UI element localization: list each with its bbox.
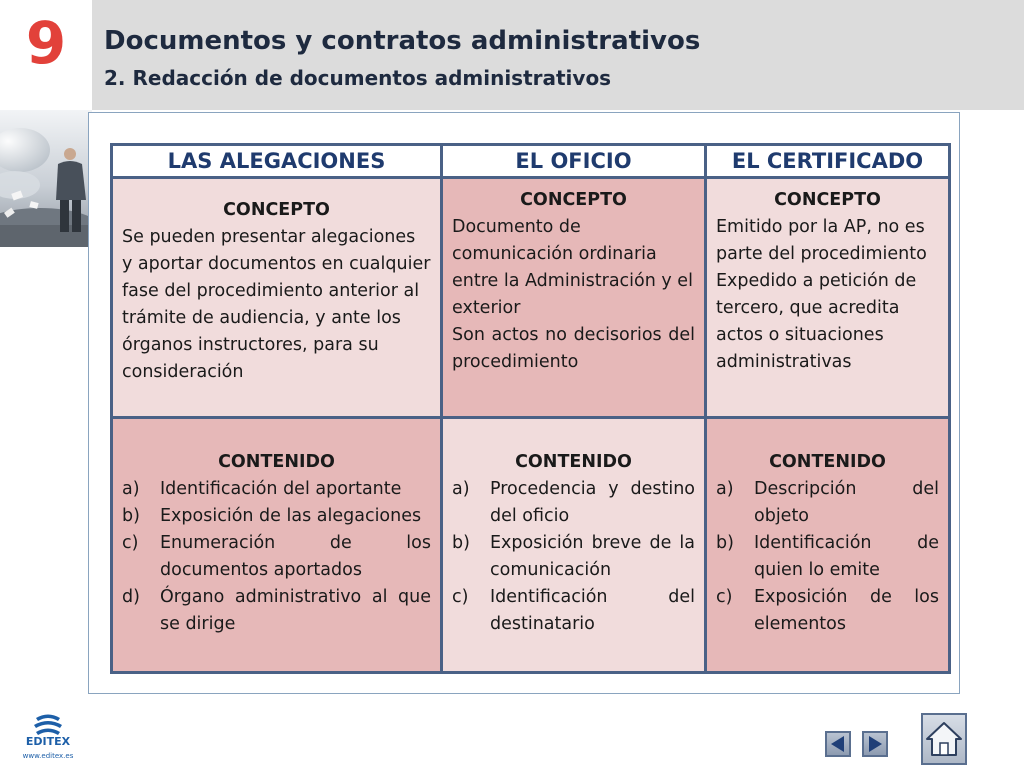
contenido-list [716, 476, 939, 638]
chapter-number-box [0, 0, 92, 110]
previous-slide-button[interactable] [825, 731, 851, 757]
concepto-text: Emitido por la AP, no es parte del procedimiento [716, 217, 927, 264]
contenido-title: CONTENIDO [769, 452, 886, 472]
column-heading-alegaciones: LAS ALEGACIONES [112, 145, 442, 178]
svg-text:EDITEX: EDITEX [25, 735, 71, 746]
editex-logo[interactable] [18, 712, 78, 762]
businessman-photo-illustration [0, 110, 92, 247]
contenido-cell-alegaciones [112, 418, 442, 673]
page-title: Documentos y contratos administrativos [104, 26, 701, 56]
contenido-list [122, 476, 431, 638]
concepto-title: CONCEPTO [520, 190, 627, 210]
concepto-title: CONCEPTO [223, 200, 330, 220]
list-item: b) Exposición de las alegaciones [122, 506, 422, 526]
concepto-text: Expedido a petición de tercero, que acredita actos o situaciones administrativas [716, 271, 917, 372]
concepto-text: Documento de comunicación ordinaria entre la Administración y el exterior [452, 217, 693, 318]
list-item: a) Procedencia y destino del oficio [452, 479, 695, 526]
list-item: c) Exposición de los elementos [716, 587, 939, 634]
list-item: a) Identificación del aportante [122, 479, 402, 499]
contenido-title: CONTENIDO [218, 452, 335, 472]
triangle-left-icon [827, 733, 849, 755]
contenido-cell-oficio [442, 418, 706, 673]
list-item: b) Identificación de quien lo emite [716, 533, 939, 580]
concepto-text: Son actos no decisorios del procedimiento [452, 325, 695, 372]
concepto-title: CONCEPTO [774, 190, 881, 210]
home-button[interactable] [921, 713, 967, 765]
list-item: d) Órgano administrativo al que se dirige [122, 587, 431, 634]
chapter-number: 9 [25, 9, 67, 77]
list-item: b) Exposición breve de la comunicación [452, 533, 695, 580]
column-heading-certificado: EL CERTIFICADO [706, 145, 950, 178]
triangle-right-icon [864, 733, 886, 755]
header-bar [92, 0, 1024, 110]
comparison-table [110, 143, 951, 674]
contenido-list [452, 476, 695, 638]
concepto-cell-oficio [442, 178, 706, 418]
concepto-cell-alegaciones [112, 178, 442, 418]
list-item: a) Descripción del objeto [716, 479, 939, 526]
page-subtitle: 2. Redacción de documentos administrativos [104, 66, 612, 90]
editex-url: www.editex.es [22, 752, 74, 760]
contenido-title: CONTENIDO [515, 452, 632, 472]
list-item: c) Enumeración de los documentos aportados [122, 533, 431, 580]
editex-logo-icon [18, 712, 78, 746]
concepto-cell-certificado [706, 178, 950, 418]
header-photo [0, 110, 92, 247]
concepto-text: Se pueden presentar alegaciones y aportar documentos en cualquier fase del procedimiento anterior al trámite de audiencia, y ante los órganos instructores, para su consideración [122, 227, 431, 382]
column-heading-oficio: EL OFICIO [442, 145, 706, 178]
next-slide-button[interactable] [862, 731, 888, 757]
home-icon [923, 715, 965, 763]
contenido-cell-certificado [706, 418, 950, 673]
list-item: c) Identificación del destinatario [452, 587, 695, 634]
